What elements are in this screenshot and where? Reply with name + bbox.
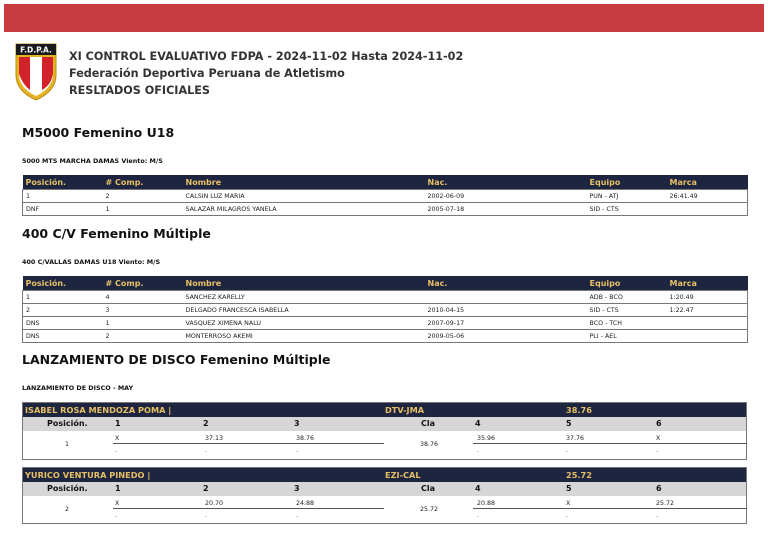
svg-text:F.D.P.A.: F.D.P.A. <box>20 45 52 55</box>
col-header-position: Posición. <box>23 175 103 190</box>
empty-marker: . <box>296 447 299 454</box>
cell: 1 <box>103 203 183 216</box>
attempt-4: 35.96 <box>477 435 496 442</box>
col-label-position: Posición. <box>47 419 88 428</box>
table-header-row <box>23 175 748 190</box>
row-divider <box>473 508 747 509</box>
attempt-header-row <box>23 482 746 496</box>
attempt-2: 37.13 <box>205 435 224 442</box>
cell: SANCHEZ KARELLY <box>183 291 425 304</box>
cell: DELGADO FRANCESCA ISABELLA <box>183 304 425 317</box>
section-title: 400 C/V Femenino Múltiple <box>22 226 211 241</box>
col-header-comp: # Comp. <box>103 175 183 190</box>
table-row <box>23 317 748 330</box>
col-label-attempt3: 3 <box>294 484 300 493</box>
empty-marker: . <box>205 512 208 519</box>
col-header-comp: # Comp. <box>103 276 183 291</box>
empty-marker: . <box>566 512 569 519</box>
cell <box>425 291 587 304</box>
cell: 2005-07-18 <box>425 203 587 216</box>
col-label-attempt3: 3 <box>294 419 300 428</box>
cell: PLI - AEL <box>587 330 667 343</box>
cell: ADB - BCO <box>587 291 667 304</box>
col-label-attempt5: 5 <box>566 484 572 493</box>
section-subtitle: LANZAMIENTO DE DISCO - MAY <box>22 384 134 392</box>
cell: 2009-05-06 <box>425 330 587 343</box>
event-title: XI CONTROL EVALUATIVO FDPA - 2024-11-02 Hasta 2024-11-02 <box>69 50 464 63</box>
attempt-1: X <box>115 435 120 442</box>
cell: 1:20.49 <box>667 291 748 304</box>
attempts-row <box>23 431 746 459</box>
attempt-2: 20.70 <box>205 500 224 507</box>
fdpa-logo <box>15 43 57 101</box>
attempt-header-row <box>23 417 746 431</box>
attempt-6: 25.72 <box>656 500 675 507</box>
row-divider <box>473 443 747 444</box>
table-row <box>23 203 748 216</box>
results-table <box>22 175 748 216</box>
athlete-header <box>23 468 746 482</box>
top-banner <box>4 4 764 32</box>
results-label: RESLTADOS OFICIALES <box>69 84 210 97</box>
col-label-cla: Cla <box>421 484 436 493</box>
attempts-row <box>23 496 746 524</box>
attempt-5: X <box>566 500 571 507</box>
col-header-mark: Marca <box>667 175 748 190</box>
classification-mark: 38.76 <box>420 441 439 448</box>
col-label-attempt6: 6 <box>656 484 662 493</box>
empty-marker: . <box>566 447 569 454</box>
athlete-header <box>23 403 746 417</box>
col-label-attempt1: 1 <box>115 484 121 493</box>
table-row <box>23 291 748 304</box>
cell: 1:22.47 <box>667 304 748 317</box>
empty-marker: . <box>115 512 118 519</box>
cell: 4 <box>103 291 183 304</box>
col-label-attempt5: 5 <box>566 419 572 428</box>
col-header-birth: Nac. <box>425 175 587 190</box>
athlete-name: ISABEL ROSA MENDOZA POMA | <box>25 405 172 415</box>
col-header-mark: Marca <box>667 276 748 291</box>
cell <box>667 203 748 216</box>
table-header-row <box>23 276 748 291</box>
cell: BCO - TCH <box>587 317 667 330</box>
section-title: M5000 Femenino U18 <box>22 125 175 140</box>
col-label-attempt6: 6 <box>656 419 662 428</box>
section-title: LANZAMIENTO DE DISCO Femenino Múltiple <box>22 352 331 367</box>
empty-marker: . <box>477 447 480 454</box>
athlete-mark: 38.76 <box>566 405 592 415</box>
attempt-1: X <box>115 500 120 507</box>
cell: 2 <box>103 330 183 343</box>
athlete-position: 2 <box>65 506 70 513</box>
athlete-team: DTV-JMA <box>385 405 425 415</box>
federation-name: Federación Deportiva Peruana de Atletismo <box>69 67 345 80</box>
cell: 2 <box>103 190 183 203</box>
cell: 2002-06-09 <box>425 190 587 203</box>
col-header-team: Equipo <box>587 276 667 291</box>
row-divider <box>113 443 384 444</box>
cell: CALSIN LUZ MARIA <box>183 190 425 203</box>
table-row <box>23 304 748 317</box>
cell: 2010-04-15 <box>425 304 587 317</box>
athlete-position: 1 <box>65 441 70 448</box>
col-header-name: Nombre <box>183 175 425 190</box>
cell: SID - CTS <box>587 304 667 317</box>
table-row <box>23 190 748 203</box>
col-header-team: Equipo <box>587 175 667 190</box>
cell: DNS <box>23 317 103 330</box>
col-label-cla: Cla <box>421 419 436 428</box>
empty-marker: . <box>205 447 208 454</box>
cell <box>667 317 748 330</box>
row-divider <box>113 508 384 509</box>
attempt-5: 37.76 <box>566 435 585 442</box>
col-label-attempt2: 2 <box>203 484 209 493</box>
cell: 1 <box>23 190 103 203</box>
empty-marker: . <box>477 512 480 519</box>
col-label-attempt4: 4 <box>475 484 481 493</box>
cell: VASQUEZ XIMENA NALU <box>183 317 425 330</box>
cell: 26:41.49 <box>667 190 748 203</box>
cell: PUN - ATJ <box>587 190 667 203</box>
cell: SID - CTS <box>587 203 667 216</box>
col-label-attempt1: 1 <box>115 419 121 428</box>
attempt-4: 20.88 <box>477 500 496 507</box>
cell <box>667 330 748 343</box>
table-row <box>23 330 748 343</box>
cell: SALAZAR MILAGROS YANELA <box>183 203 425 216</box>
cell: DNS <box>23 330 103 343</box>
cell: DNF <box>23 203 103 216</box>
col-label-position: Posición. <box>47 484 88 493</box>
athlete-card <box>22 467 747 524</box>
cell: 1 <box>103 317 183 330</box>
classification-mark: 25.72 <box>420 506 439 513</box>
cell: MONTERROSO AKEMI <box>183 330 425 343</box>
empty-marker: . <box>656 447 659 454</box>
col-header-name: Nombre <box>183 276 425 291</box>
athlete-mark: 25.72 <box>566 470 592 480</box>
col-label-attempt4: 4 <box>475 419 481 428</box>
section-subtitle: 5000 MTS MARCHA DAMAS Viento: M/S <box>22 157 163 165</box>
empty-marker: . <box>296 512 299 519</box>
cell: 2 <box>23 304 103 317</box>
attempt-6: X <box>656 435 661 442</box>
col-label-attempt2: 2 <box>203 419 209 428</box>
athlete-team: EZI-CAL <box>385 470 421 480</box>
athlete-name: YURICO VENTURA PINEDO | <box>25 470 151 480</box>
cell: 1 <box>23 291 103 304</box>
empty-marker: . <box>115 447 118 454</box>
results-table <box>22 276 748 343</box>
cell: 3 <box>103 304 183 317</box>
athlete-card <box>22 402 747 460</box>
attempt-3: 38.76 <box>296 435 315 442</box>
cell: 2007-09-17 <box>425 317 587 330</box>
col-header-birth: Nac. <box>425 276 587 291</box>
col-header-position: Posición. <box>23 276 103 291</box>
section-subtitle: 400 C/VALLAS DAMAS U18 Viento: M/S <box>22 258 161 266</box>
empty-marker: . <box>656 512 659 519</box>
attempt-3: 24.88 <box>296 500 315 507</box>
